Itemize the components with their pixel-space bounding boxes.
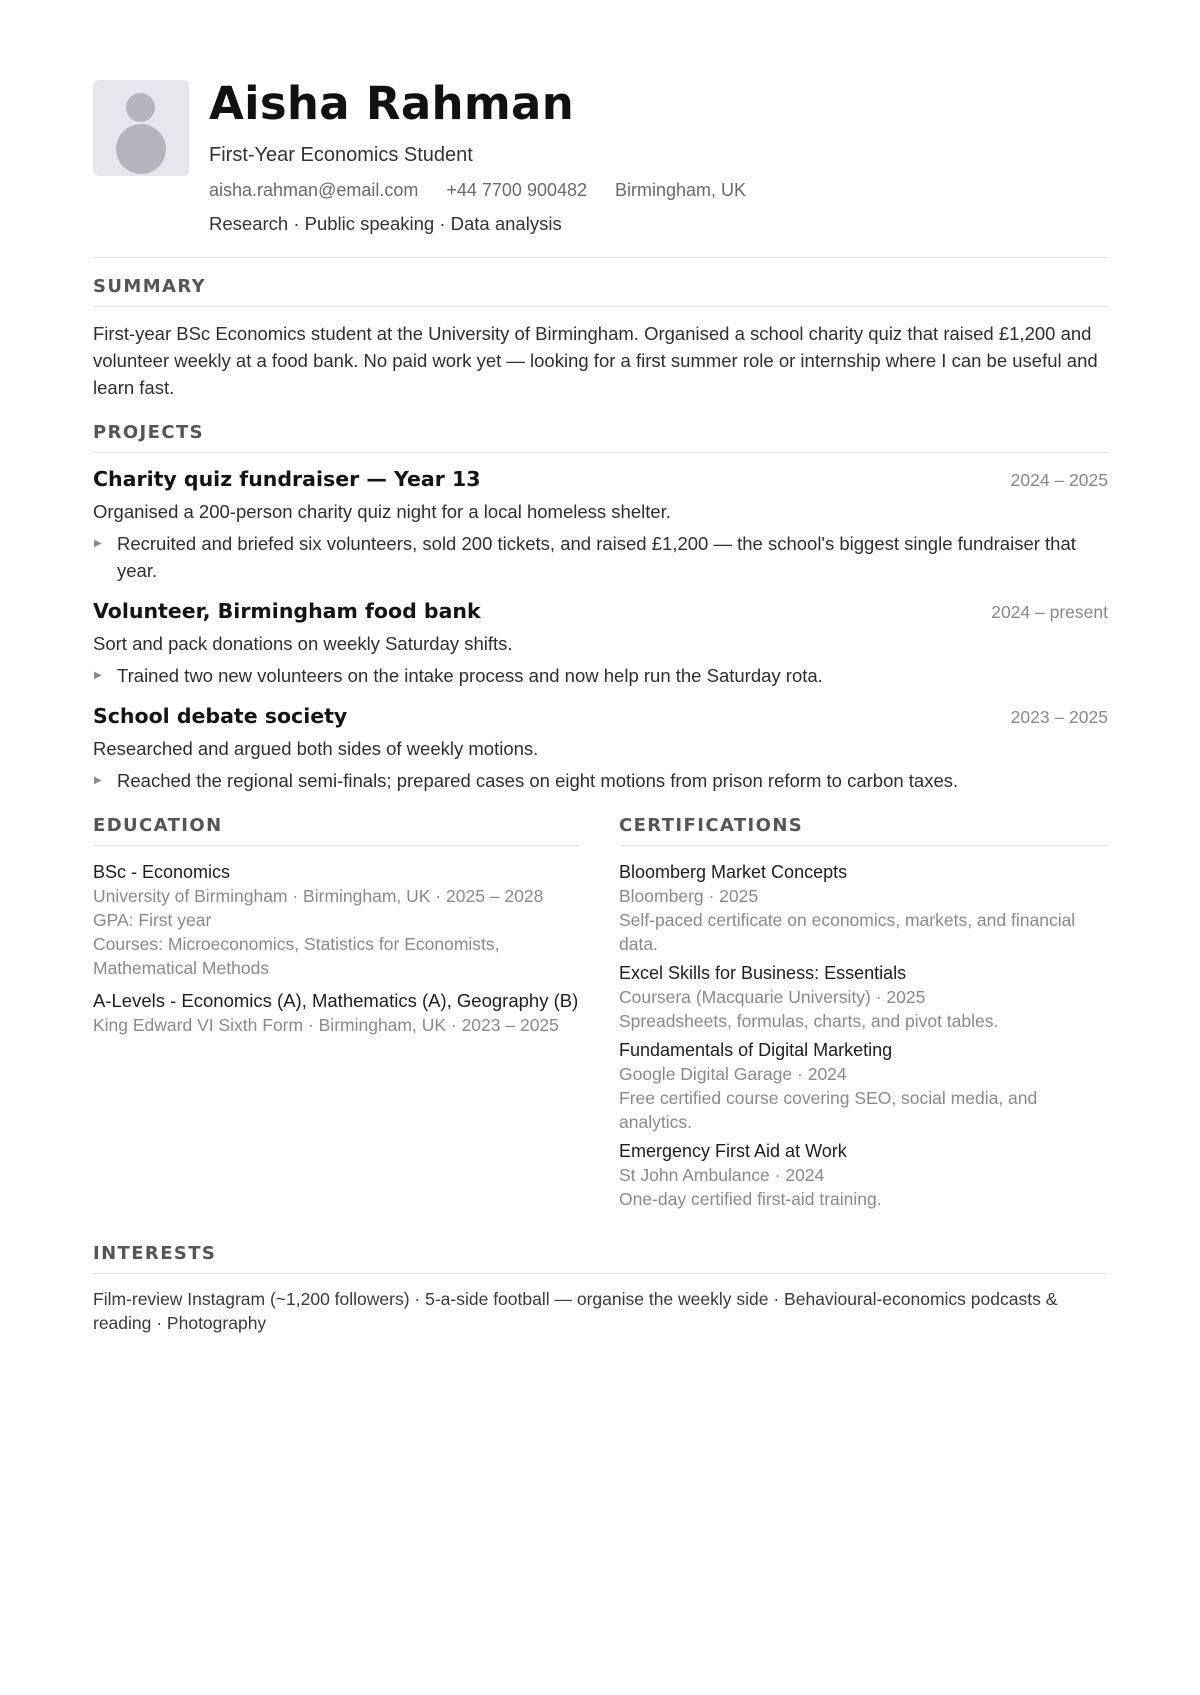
certification-issuer: Bloomberg · 2025 [619, 886, 759, 906]
education-school: King Edward VI Sixth Form · Birmingham, UK · 2023 – 2025 [93, 1015, 559, 1035]
interests-heading: INTERESTS [93, 1243, 217, 1264]
certification-issuer: St John Ambulance · 2024 [619, 1165, 825, 1185]
project-item [93, 465, 1108, 584]
certification-item [619, 1139, 1108, 1211]
bullet-triangle-icon: ▶ [94, 775, 102, 786]
certification-item [619, 860, 1108, 956]
education-item [93, 860, 581, 980]
candidate-name: Aisha Rahman [209, 77, 575, 130]
contact-location: Birmingham, UK [615, 180, 747, 200]
project-title: School debate society [93, 704, 348, 728]
avatar-body-shape [116, 124, 166, 174]
project-description: Researched and argued both sides of weekly motions. [93, 738, 539, 759]
certification-description: Spreadsheets, formulas, charts, and pivot tables. [619, 1011, 999, 1031]
education-heading: EDUCATION [93, 815, 223, 836]
interests-text: Film-review Instagram (~1,200 followers) · 5-a-side football — organise the weekly side · Behavioural-economics podcasts & reading · Photography [93, 1289, 1058, 1333]
education-degree: BSc - Economics [93, 862, 231, 882]
contact-line [209, 178, 1108, 202]
certifications-column [619, 815, 1108, 1211]
education-column [93, 815, 581, 1211]
certification-name: Excel Skills for Business: Essentials [619, 963, 907, 983]
certification-issuer: Coursera (Macquarie University) · 2025 [619, 987, 926, 1007]
certification-description: Free certified course covering SEO, social media, and analytics. [619, 1088, 1038, 1132]
project-bullet [93, 662, 1108, 689]
avatar-head-shape [126, 93, 155, 122]
interests-divider [93, 1273, 1108, 1274]
certifications-divider [619, 845, 1108, 846]
summary-divider [93, 306, 1108, 307]
bullet-triangle-icon: ▶ [94, 538, 102, 549]
summary-heading: SUMMARY [93, 276, 207, 297]
project-bullet-text: Recruited and briefed six volunteers, sold 200 tickets, and raised £1,200 — the school's biggest single fundraiser that year. [117, 533, 1076, 581]
contact-phone: +44 7700 900482 [446, 180, 588, 200]
project-item [93, 597, 1108, 689]
header-divider [93, 257, 1108, 258]
contact-email: aisha.rahman@email.com [209, 180, 419, 200]
projects-heading: PROJECTS [93, 422, 204, 443]
project-date: 2024 – present [991, 602, 1108, 622]
project-description: Organised a 200-person charity quiz night for a local homeless shelter. [93, 501, 671, 522]
project-title: Volunteer, Birmingham food bank [93, 599, 481, 623]
project-date: 2023 – 2025 [1010, 707, 1108, 727]
education-gpa: GPA: First year [93, 910, 212, 930]
certification-description: Self-paced certificate on economics, markets, and financial data. [619, 910, 1076, 954]
education-courses: Courses: Microeconomics, Statistics for Economists, Mathematical Methods [93, 934, 500, 978]
project-title: Charity quiz fundraiser — Year 13 [93, 467, 481, 491]
project-date: 2024 – 2025 [1010, 470, 1108, 490]
project-bullet-text: Trained two new volunteers on the intake process and now help run the Saturday rota. [117, 665, 823, 686]
bullet-triangle-icon: ▶ [94, 670, 102, 681]
project-bullet [93, 530, 1108, 584]
project-bullet-text: Reached the regional semi-finals; prepared cases on eight motions from prison reform to carbon taxes. [117, 770, 959, 791]
certification-name: Bloomberg Market Concepts [619, 862, 848, 882]
education-school: University of Birmingham · Birmingham, UK · 2025 – 2028 [93, 886, 544, 906]
certification-name: Emergency First Aid at Work [619, 1141, 847, 1161]
education-divider [93, 845, 581, 846]
certification-item [619, 961, 1108, 1033]
certification-issuer: Google Digital Garage · 2024 [619, 1064, 847, 1084]
summary-text: First-year BSc Economics student at the University of Birmingham. Organised a school charity quiz that raised £1,200 and volunteer weekly at a food bank. No paid work yet — looking for a first summer role or internship where I can be useful and learn fast. [93, 323, 1098, 398]
avatar-placeholder-icon [93, 80, 189, 176]
education-degree: A-Levels - Economics (A), Mathematics (A), Geography (B) [93, 990, 579, 1011]
two-column-section [93, 815, 1108, 1211]
project-bullet [93, 767, 1108, 794]
certification-description: One-day certified first-aid training. [619, 1189, 882, 1209]
certification-item [619, 1038, 1108, 1134]
candidate-role: First-Year Economics Student [209, 144, 473, 166]
project-item [93, 702, 1108, 794]
certifications-heading: CERTIFICATIONS [619, 815, 804, 836]
project-description: Sort and pack donations on weekly Saturday shifts. [93, 633, 513, 654]
resume-header [93, 78, 1108, 236]
projects-divider [93, 452, 1108, 453]
education-item [93, 989, 581, 1037]
skills-line: Research · Public speaking · Data analysis [209, 213, 562, 234]
certification-name: Fundamentals of Digital Marketing [619, 1040, 893, 1060]
header-info [209, 78, 1108, 236]
